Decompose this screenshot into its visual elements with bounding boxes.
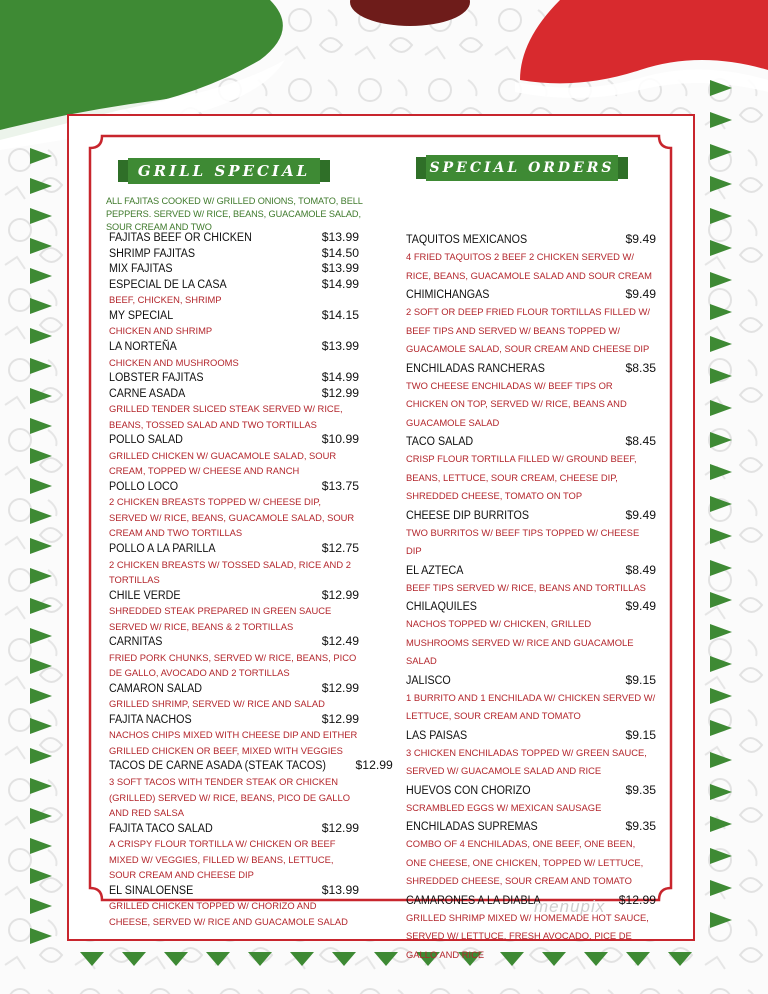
- menu-item: EL SINALOENSE $13.99: [109, 882, 359, 897]
- menu-item: CAMARON SALAD $12.99: [109, 680, 359, 695]
- item-description: 4 FRIED TAQUITOS 2 BEEF 2 CHICKEN SERVED W/ RICE, BEANS, GUACAMOLE SALAD AND SOUR CREAM: [406, 251, 652, 281]
- watermark-text: menupix: [534, 897, 606, 916]
- menu-item: POLLO A LA PARILLA $12.75: [109, 540, 359, 555]
- item-description: 3 SOFT TACOS WITH TENDER STEAK OR CHICKEN (GRILLED) SERVED W/ RICE, BEANS, PICO DE GALLO AND RED SALSA: [109, 776, 351, 818]
- item-description: 2 SOFT OR DEEP FRIED FLOUR TORTILLAS FILLED W/ BEEF TIPS AND SERVED W/ BEANS TOPPED W/ GUACAMOLE SALAD, SOUR CREAM AND CHEESE DIP: [406, 306, 650, 354]
- menu-item: JALISCO $9.15: [406, 672, 656, 687]
- menu-item: MY SPECIAL $14.15: [109, 307, 359, 322]
- item-description: GRILLED SHRIMP MIXED W/ HOMEMADE HOT SAUCE, SERVED W/ LETTUCE, FRESH AVOCADO, PICE DE GALLO AND RICE: [406, 911, 649, 960]
- menu-item: TAQUITOS MEXICANOS $9.49: [406, 232, 656, 246]
- menu-item: CAMARONES A LA DIABLA $12.99: [406, 892, 656, 907]
- menu-item: EL AZTECA $8.49: [406, 562, 656, 577]
- item-description: CHICKEN AND MUSHROOMS: [109, 356, 239, 368]
- special-orders-list: [406, 230, 656, 964]
- menu-item: CHEESE DIP BURRITOS $9.49: [406, 507, 656, 522]
- item-description: NACHOS CHIPS MIXED WITH CHEESE DIP AND EITHER GRILLED CHICKEN OR BEEF, MIXED WITH VEGGIES: [109, 729, 358, 756]
- item-description: 2 CHICKEN BREASTS TOPPED W/ CHEESE DIP, SERVED W/ RICE, BEANS, GUACAMOLE SALAD, SOUR CREAM AND TWO TORTILLAS: [109, 496, 355, 539]
- item-description: CHICKEN AND SHRIMP: [109, 325, 213, 337]
- item-description: NACHOS TOPPED W/ CHICKEN, GRILLED MUSHROOMS SERVED W/ RICE AND GUACAMOLE SALAD: [406, 618, 634, 666]
- item-description: TWO BURRITOS W/ BEEF TIPS TOPPED W/ CHEESE DIP: [406, 526, 640, 556]
- item-description: GRILLED SHRIMP, SERVED W/ RICE AND SALAD: [109, 698, 325, 710]
- grill-special-heading: GRILL SPECIAL: [137, 162, 311, 180]
- menu-item: MIX FAJITAS $13.99: [109, 261, 359, 276]
- item-description: BEEF, CHICKEN, SHRIMP: [109, 294, 222, 306]
- menu-item: FAJITA NACHOS $12.99: [109, 711, 359, 726]
- menu-item: LAS PAISAS $9.15: [406, 727, 656, 742]
- item-description: 1 BURRITO AND 1 ENCHILADA W/ CHICKEN SERVED W/ LETTUCE, SOUR CREAM AND TOMATO: [406, 691, 656, 721]
- menu-item: POLLO LOCO $13.75: [109, 478, 359, 493]
- menu-item: LOBSTER FAJITAS $14.99: [109, 370, 359, 385]
- menu-item: ENCHILADAS RANCHERAS $8.35: [406, 360, 656, 375]
- item-description: BEEF TIPS SERVED W/ RICE, BEANS AND TORTILLAS: [406, 581, 646, 593]
- menu-item: ESPECIAL DE LA CASA $14.99: [109, 276, 359, 291]
- menu-item: HUEVOS CON CHORIZO $9.35: [406, 782, 656, 797]
- menu-item: TACOS DE CARNE ASADA (STEAK TACOS) $12.99: [109, 758, 393, 773]
- menu-item: CHILAQUILES $9.49: [406, 599, 656, 613]
- item-description: SHREDDED STEAK PREPARED IN GREEN SAUCE SERVED W/ RICE, BEANS & 2 TORTILLAS: [109, 605, 332, 632]
- item-description: CRISP FLOUR TORTILLA FILLED W/ GROUND BEEF, BEANS, LETTUCE, SOUR CREAM, CHEESE DIP, SHREDDED CHEESE, TOMATO ON TOP: [406, 453, 637, 501]
- item-description: FRIED PORK CHUNKS, SERVED W/ RICE, BEANS, PICO DE GALLO, AVOCADO AND 2 TORTILLAS: [109, 651, 357, 679]
- item-description: 2 CHICKEN BREASTS W/ TOSSED SALAD, RICE AND 2 TORTILLAS: [109, 558, 351, 586]
- item-description: 3 CHICKEN ENCHILADAS TOPPED W/ GREEN SAUCE, SERVED W/ GUACAMOLE SALAD AND RICE: [406, 746, 647, 776]
- menu-item: LA NORTEÑA $13.99: [109, 338, 359, 353]
- item-description: COMBO OF 4 ENCHILADAS, ONE BEEF, ONE BEEN, ONE CHEESE, ONE CHICKEN, TOPPED W/ LETTUCE, SHREDDED CHEESE, SOUR CREAM AND TOMATO: [406, 838, 644, 886]
- menu-item: CHILE VERDE $12.99: [109, 587, 359, 602]
- grill-menu-list: [109, 230, 393, 929]
- menu-item: ENCHILADAS SUPREMAS $9.35: [406, 819, 656, 833]
- menu-item: CARNE ASADA $12.99: [109, 385, 359, 400]
- item-description: GRILLED CHICKEN W/ GUACAMOLE SALAD, SOUR CREAM, TOPPED W/ CHEESE AND RANCH: [109, 449, 337, 477]
- menu-item: TACO SALAD $8.45: [406, 434, 656, 448]
- item-description: GRILLED CHICKEN TOPPED W/ CHORIZO AND CHEESE, SERVED W/ RICE AND GUACAMOLE SALAD: [109, 900, 348, 927]
- menu-item: SHRIMP FAJITAS $14.50: [109, 245, 359, 260]
- special-orders-heading: SPECIAL ORDERS: [429, 160, 615, 176]
- menu-item: CHIMICHANGAS $9.49: [406, 287, 656, 301]
- item-description: GRILLED TENDER SLICED STEAK SERVED W/ RICE, BEANS, TOSSED SALAD AND TWO TORTILLAS: [109, 403, 343, 430]
- item-description: SCRAMBLED EGGS W/ MEXICAN SAUSAGE: [406, 801, 602, 813]
- item-description: A CRISPY FLOUR TORTILLA W/ CHICKEN OR BEEF MIXED W/ VEGGIES, FILLED W/ BEANS, LETTUCE, SOUR CREAM AND CHEESE DIP: [109, 838, 336, 881]
- item-description: TWO CHEESE ENCHILADAS W/ BEEF TIPS OR CHICKEN ON TOP, SERVED W/ RICE, BEANS AND GUACAMOLE SALAD: [406, 379, 627, 428]
- menu-item: CARNITAS $12.49: [109, 634, 359, 649]
- menu-item: FAJITAS BEEF OR CHICKEN $13.99: [109, 230, 359, 244]
- grill-intro-text: ALL FAJITAS COOKED W/ GRILLED ONIONS, TOMATO, BELL PEPPERS. SERVED W/ RICE, BEANS, GUACAMOLE SALAD, SOUR CREAM AND TWO: [106, 196, 363, 232]
- menu-item: FAJITA TACO SALAD $12.99: [109, 820, 359, 835]
- menu-item: POLLO SALAD $10.99: [109, 432, 359, 447]
